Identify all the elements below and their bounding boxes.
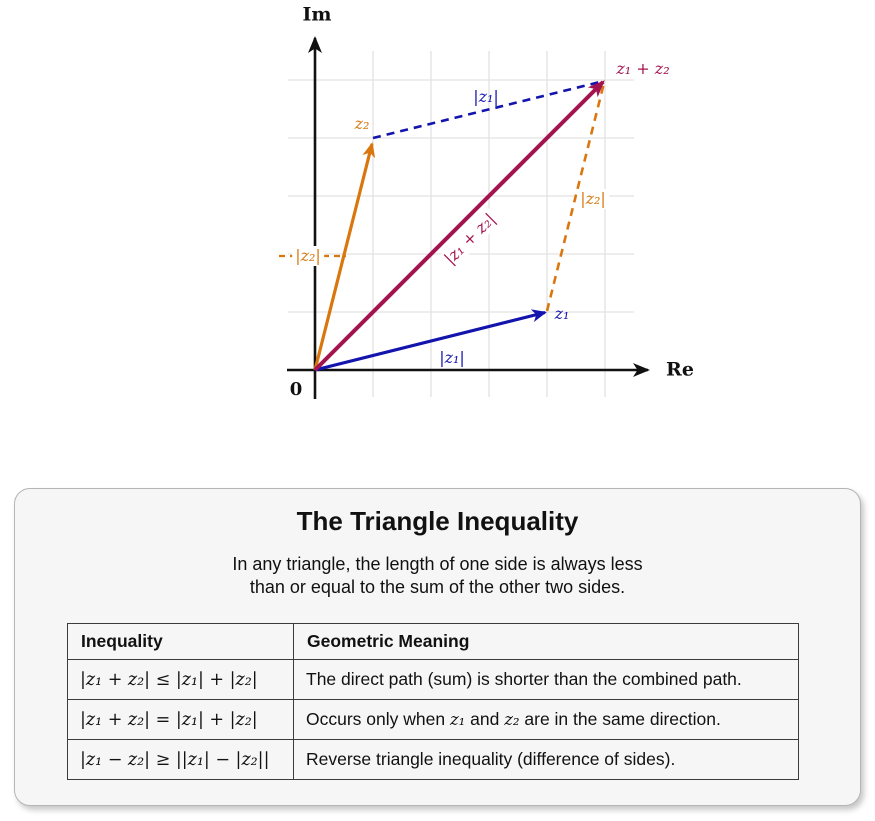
meaning-cell bbox=[294, 700, 799, 740]
card-subtitle-line2: than or equal to the sum of the other two sides. bbox=[249, 577, 626, 597]
table-row bbox=[68, 660, 799, 700]
origin-label: 0 bbox=[289, 379, 303, 400]
re-axis-label: Re bbox=[666, 358, 694, 381]
z2-length-label: |z₂| bbox=[292, 246, 324, 266]
z1-point-label: z₁ bbox=[554, 304, 570, 323]
z2-dashed-length-label: |z₂| bbox=[577, 189, 609, 209]
meaning-cell bbox=[294, 660, 799, 700]
meaning-text: are in the same direction. bbox=[519, 709, 721, 729]
z2-point-label: z₂ bbox=[354, 114, 370, 133]
inequality-cell: |z₁ − z₂| ≥ ||z₁| − |z₂|| bbox=[68, 740, 294, 780]
z1-length-label: |z₁| bbox=[436, 348, 468, 368]
meaning-text: and bbox=[465, 709, 505, 729]
z1-dashed-length-label: |z₁| bbox=[473, 87, 499, 106]
table-header-row bbox=[68, 624, 799, 660]
card-title: The Triangle Inequality bbox=[296, 506, 579, 536]
meaning-math-z1: z₁ bbox=[449, 710, 466, 729]
meaning-math-z2: z₂ bbox=[504, 710, 520, 729]
col-header-inequality: Inequality bbox=[68, 624, 294, 660]
card-subtitle-line1: In any triangle, the length of one side is always less bbox=[232, 554, 643, 574]
col-header-meaning: Geometric Meaning bbox=[294, 624, 799, 660]
table-row bbox=[68, 740, 799, 780]
meaning-text: Reverse triangle inequality (difference of sides). bbox=[306, 749, 676, 769]
im-axis-label: Im bbox=[302, 3, 332, 26]
sum-point-label: z₁ + z₂ bbox=[616, 59, 670, 78]
inequality-cell: |z₁ + z₂| ≤ |z₁| + |z₂| bbox=[68, 660, 294, 700]
meaning-text: Occurs only when bbox=[306, 709, 450, 729]
vector-z1 bbox=[315, 313, 545, 371]
sum-length-label: |z₁ + z₂| bbox=[438, 207, 502, 271]
meaning-cell bbox=[294, 740, 799, 780]
meaning-text: The direct path (sum) is shorter than the combined path. bbox=[306, 669, 742, 689]
card-subtitle bbox=[15, 553, 860, 599]
inequality-table bbox=[67, 623, 799, 780]
triangle-inequality-card bbox=[14, 488, 861, 806]
table-row bbox=[68, 700, 799, 740]
inequality-cell: |z₁ + z₂| = |z₁| + |z₂| bbox=[68, 700, 294, 740]
